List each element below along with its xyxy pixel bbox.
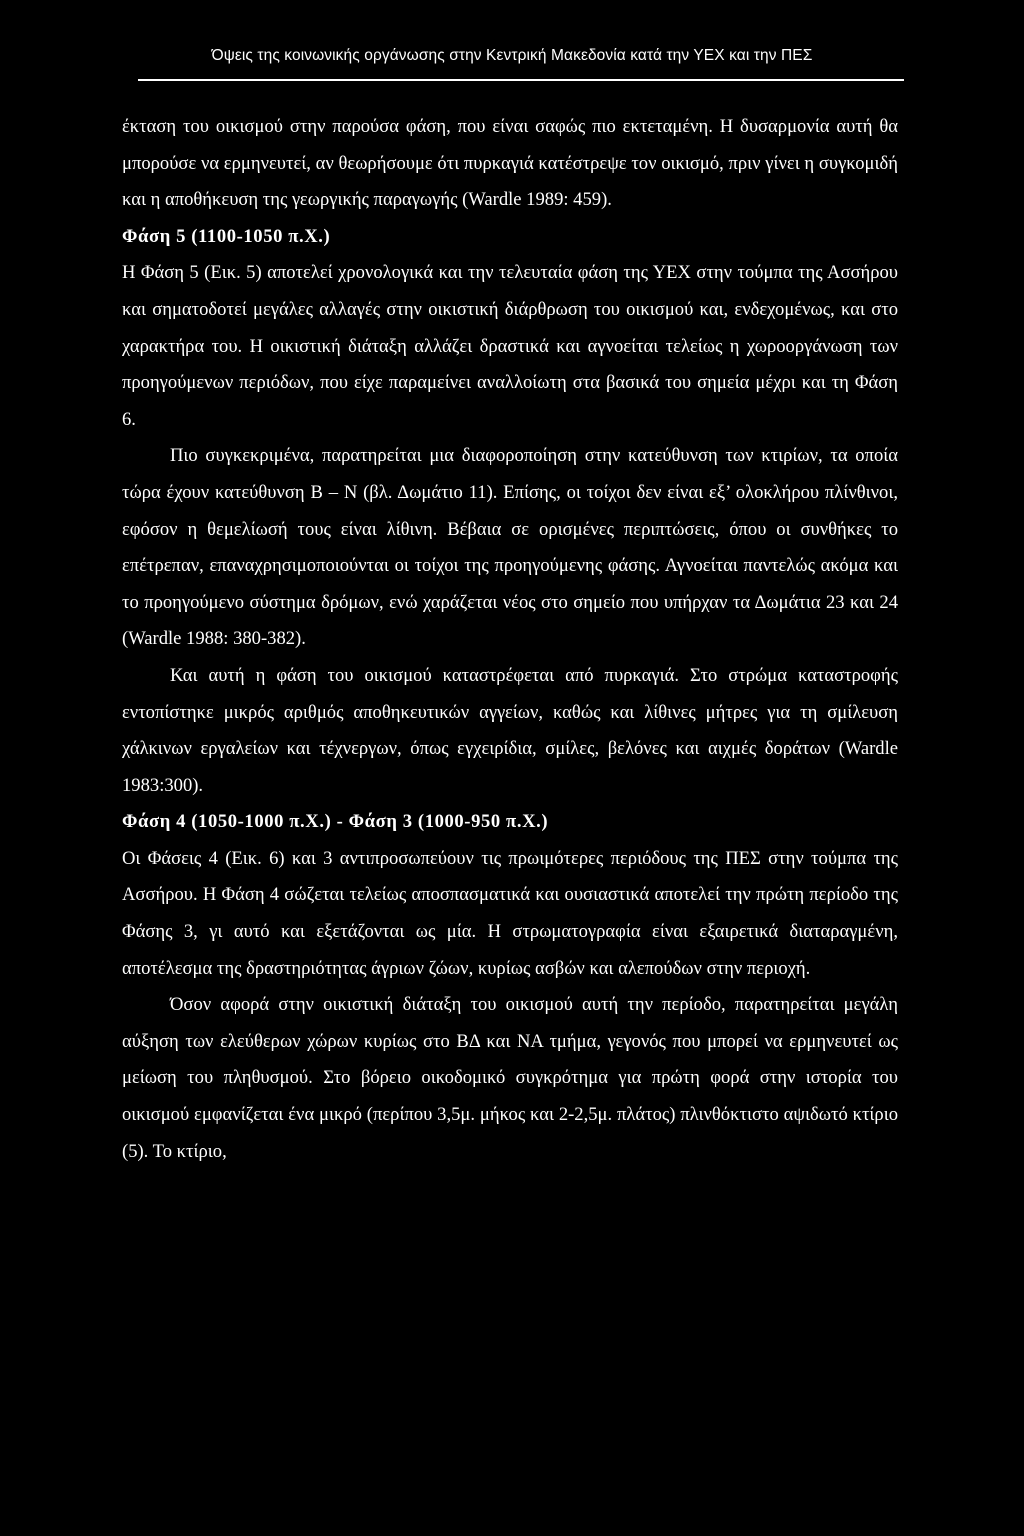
section-heading: Φάση 4 (1050-1000 π.Χ.) - Φάση 3 (1000-950 π.Χ.): [122, 811, 549, 833]
paragraph: Και αυτή η φάση του οικισμού καταστρέφεται από πυρκαγιά. Στο στρώμα καταστροφής εντοπίστηκε μικρός αριθμός αποθηκευτικών αγγείων, καθώς και λίθινες μήτρες για τη σμίλευση χάλκινων εργαλείων και τέχνεργων, όπως εγχειρίδια, σμίλες, βελόνες και αιχμές δοράτων (Wardle 1983:300).: [122, 664, 898, 796]
paragraph: Η Φάση 5 (Εικ. 5) αποτελεί χρονολογικά και την τελευταία φάση της ΥΕΧ στην τούμπα της Ασσήρου και σηματοδοτεί μεγάλες αλλαγές στην οικιστική διάρθρωση του οικισμού και, ενδεχομένως, και στο χαρακτήρα του. Η οικιστική διάταξη αλλάζει δραστικά και αγνοείται τελείως η χωροοργάνωση των προηγούμενων περιόδων, που είχε παραμείνει αναλλοίωτη στα βασικά του σημεία μέχρι και τη Φάση 6.: [122, 262, 898, 430]
header-rule: [138, 79, 904, 81]
section-heading: Φάση 5 (1100-1050 π.Χ.): [122, 225, 331, 247]
paragraph: έκταση του οικισμού στην παρούσα φάση, που είναι σαφώς πιο εκτεταμένη. Η δυσαρμονία αυτή θα μπορούσε να ερμηνευτεί, αν θεωρήσουμε ότι πυρκαγιά κατέστρεψε τον οικισμό, πριν γίνει η συγκομιδή και η αποθήκευση της γεωργικής παραγωγής (Wardle 1989: 459).: [122, 116, 898, 211]
body-text: [122, 109, 898, 1170]
paragraph: Πιο συγκεκριμένα, παρατηρείται μια διαφοροποίηση στην κατεύθυνση των κτιρίων, τα οποία τώρα έχουν κατεύθυνση Β – Ν (βλ. Δωμάτιο 11). Επίσης, οι τοίχοι δεν είναι εξ’ ολοκλήρου πλίνθινοι, εφόσον η θεμελίωσή τους είναι λίθινη. Βέβαια σε ορισμένες περιπτώσεις, όπου οι συνθήκες το επέτρεπαν, επαναχρησιμοποιούνται οι τοίχοι της προηγούμενης φάσης. Αγνοείται παντελώς ακόμα και το προηγούμενο σύστημα δρόμων, ενώ χαράζεται νέος στο σημείο που υπήρχαν τα Δωμάτια 23 και 24 (Wardle 1988: 380-382).: [122, 445, 898, 650]
running-header: Όψεις της κοινωνικής οργάνωσης στην Κεντρική Μακεδονία κατά την ΥΕΧ και την ΠΕΣ: [211, 47, 813, 64]
paragraph: Όσον αφορά στην οικιστική διάταξη του οικισμού αυτή την περίοδο, παρατηρείται μεγάλη αύξηση των ελεύθερων χώρων κυρίως στο ΒΔ και ΝΑ τμήμα, γεγονός που μπορεί να ερμηνευτεί ως μείωση του πληθυσμού. Στο βόρειο οικοδομικό συγκρότημα για πρώτη φορά στην ιστορία του οικισμού εμφανίζεται ένα μικρό (περίπου 3,5μ. μήκος και 2-2,5μ. πλάτος) πλινθόκτιστο αψιδωτό κτίριο (5). Το κτίριο,: [122, 994, 898, 1162]
paragraph: Οι Φάσεις 4 (Εικ. 6) και 3 αντιπροσωπεύουν τις πρωιμότερες περιόδους της ΠΕΣ στην τούμπα της Ασσήρου. Η Φάση 4 σώζεται τελείως αποσπασματικά και ουσιαστικά αποτελεί την πρώτη περίοδο της Φάσης 3, γι αυτό και εξετάζονται ως μία. Η στρωματογραφία είναι εξαιρετικά διαταραγμένη, αποτέλεσμα της δραστηριότητας άγριων ζώων, κυρίως ασβών και αλεπούδων στην περιοχή.: [122, 847, 898, 979]
